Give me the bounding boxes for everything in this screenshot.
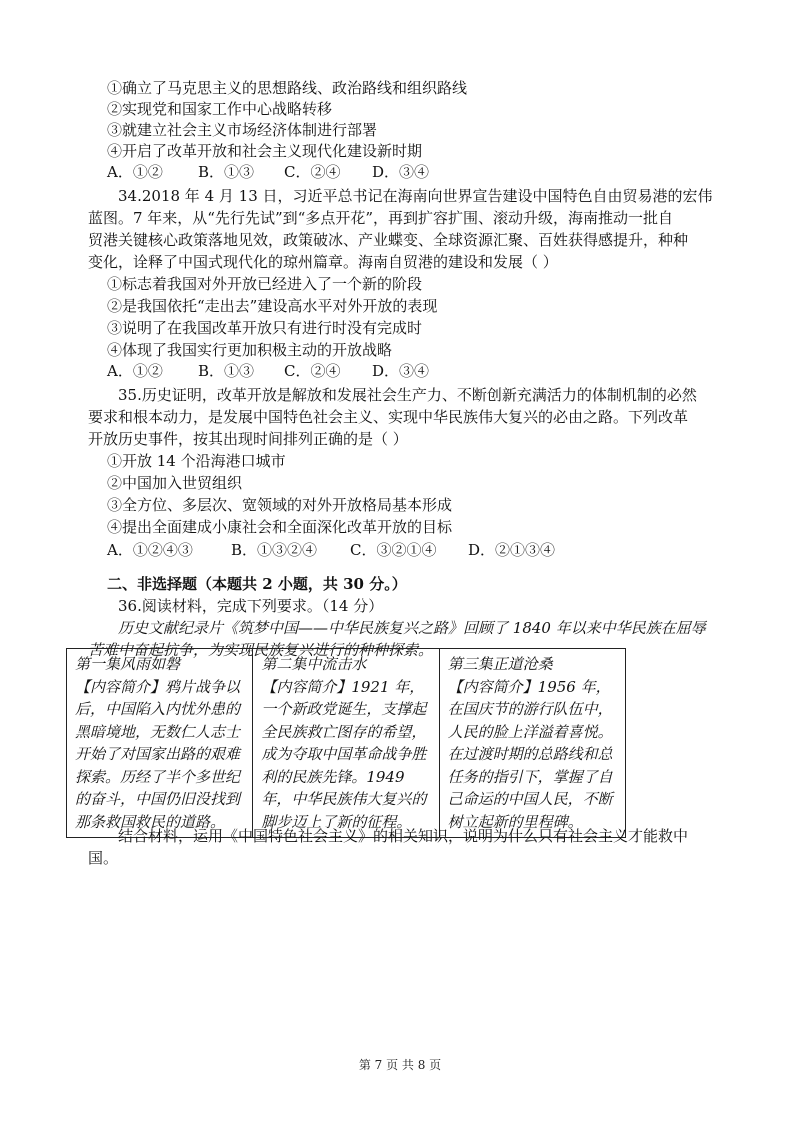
q35-item-1: ①开放 14 个沿海港口城市 — [107, 452, 286, 470]
q36-intro-line-1: 历史文献纪录片《筑梦中国——中华民族复兴之路》回顾了 1840 年以来中华民族在屈辱 — [118, 619, 706, 637]
table-cell-episode-2 — [253, 649, 439, 838]
page-footer: 第 7 页 共 8 页 — [358, 1058, 442, 1072]
q35-item-4: ④提出全面建成小康社会和全面深化改革开放的目标 — [107, 518, 453, 536]
q35-option-a: A．①②④③ — [107, 541, 193, 559]
episode-2-title: 第二集中流击水 — [261, 655, 367, 673]
q35-stem-line-3: 开放历史事件，按其出现时间排列正确的是（ ） — [88, 430, 408, 448]
q34-option-d: D．③④ — [372, 362, 430, 380]
q36-stem: 36.阅读材料，完成下列要求。（14 分） — [118, 597, 384, 615]
q33-option-b: B．①③ — [198, 163, 255, 181]
q34-stem-line-4: 变化，诠释了中国式现代化的琼州篇章。海南自贸港的建设和发展（ ） — [88, 253, 558, 271]
table-cell-episode-3 — [439, 649, 625, 838]
q34-option-a: A．①② — [107, 362, 163, 380]
q33-item-1: ①确立了马克思主义的思想路线、政治路线和组织路线 — [107, 79, 468, 97]
q35-stem-line-1: 35.历史证明，改革开放是解放和发展社会生产力、不断创新充满活力的体制机制的必然 — [118, 386, 697, 404]
q34-item-1: ①标志着我国对外开放已经进入了一个新的阶段 — [107, 275, 423, 293]
q34-stem-line-2: 蓝图。7 年来，从“先行先试”到“多点开花”，再到扩容扩围、滚动升级，海南推动一批自 — [88, 209, 673, 227]
q36-intro-line-2: 苦难中奋起抗争，为实现民族复兴进行的种种探索。 — [88, 641, 434, 659]
q35-option-d: D．②①③④ — [468, 541, 556, 559]
episode-3-title: 第三集正道沧桑 — [447, 655, 553, 673]
q33-item-2: ②实现党和国家工作中心战略转移 — [107, 100, 333, 118]
q35-option-b: B．①③②④ — [231, 541, 318, 559]
q36-question-line-1: 结合材料，运用《中国特色社会主义》的相关知识，说明为什么只有社会主义才能救中 — [118, 827, 689, 845]
q33-option-d: D．③④ — [372, 163, 430, 181]
q34-item-2: ②是我国依托“走出去”建设高水平对外开放的表现 — [107, 297, 438, 315]
q34-stem-line-3: 贸港关键核心政策落地见效，政策破冰、产业蝶变、全球资源汇聚、百姓获得感提升，种种 — [88, 231, 689, 249]
q36-question-line-2: 国。 — [88, 849, 119, 867]
q34-item-4: ④体现了我国实行更加积极主动的开放战略 — [107, 341, 393, 359]
q33-item-3: ③就建立社会主义市场经济体制进行部署 — [107, 121, 378, 139]
episode-1-title: 第一集风雨如磐 — [75, 655, 181, 673]
q33-item-4: ④开启了改革开放和社会主义现代化建设新时期 — [107, 142, 423, 160]
q35-stem-line-2: 要求和根本动力，是发展中国特色社会主义、实现中华民族伟大复兴的必由之路。下列改革 — [88, 408, 689, 426]
table-row — [67, 649, 626, 838]
q33-option-c: C．②④ — [284, 163, 341, 181]
q33-option-a: A．①② — [107, 163, 163, 181]
q34-option-b: B．①③ — [198, 362, 255, 380]
episode-1-body: 【内容简介】鸦片战争以后，中国陷入内忧外患的黑暗境地，无数仁人志士开始了对国家出路的艰难探索。历经了半个多世纪的奋斗，中国仍旧没找到那条救国救民的道路。 — [75, 677, 241, 831]
q35-option-c: C．③②①④ — [350, 541, 437, 559]
q36-material-table — [66, 648, 626, 838]
table-cell-episode-1 — [67, 649, 253, 838]
episode-2-body: 【内容简介】1921 年，一个新政党诞生，支撑起全民族救亡图存的希望，成为夺取中国革命战争胜利的民族先锋。1949 年，中华民族伟大复兴的脚步迈上了新的征程。 — [261, 677, 427, 831]
q34-item-3: ③说明了在我国改革开放只有进行时没有完成时 — [107, 319, 423, 337]
episode-3-body: 【内容简介】1956 年，在国庆节的游行队伍中，人民的脸上洋溢着喜悦。在过渡时期的总路线和总任务的指引下，掌握了自己命运的中国人民，不断树立起新的里程碑。 — [447, 677, 613, 831]
q34-stem-line-1: 34.2018 年 4 月 13 日，习近平总书记在海南向世界宣告建设中国特色自由贸易港的宏伟 — [118, 187, 713, 205]
q35-item-2: ②中国加入世贸组织 — [107, 474, 243, 492]
q34-option-c: C．②④ — [284, 362, 341, 380]
q35-item-3: ③全方位、多层次、宽领域的对外开放格局基本形成 — [107, 496, 453, 514]
section-2-title: 二、非选择题（本题共 2 小题，共 30 分。） — [107, 575, 407, 593]
